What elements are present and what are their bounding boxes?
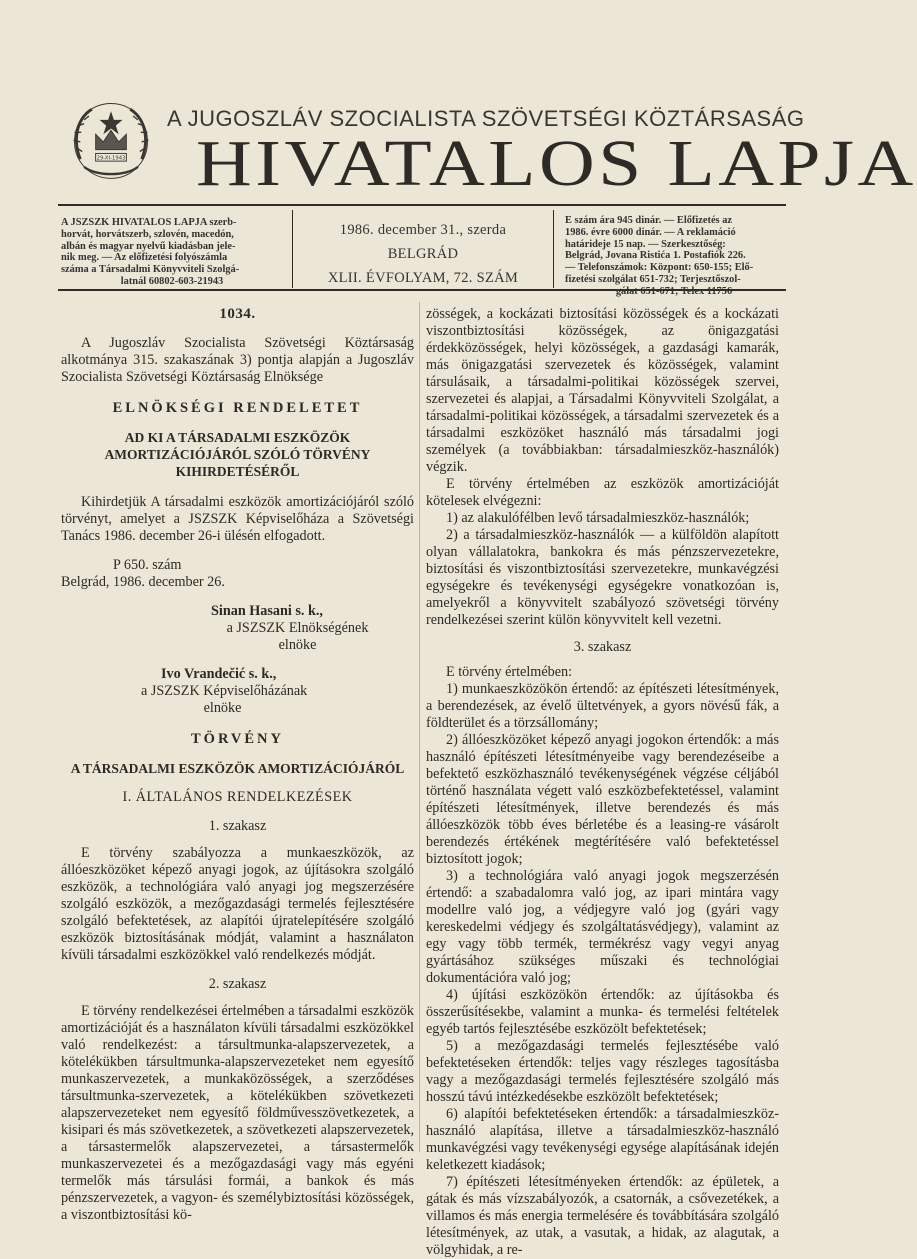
column-divider [419,302,420,1152]
header-divider-right [553,210,554,288]
issue-info [300,218,546,290]
law-title: A TÁRSADALMI ESZKÖZÖK AMORTIZÁCIÓJÁRÓL [70,761,405,776]
place-date: Belgrád, 1986. december 26. [61,574,225,590]
decree-heading: ELNÖKSÉGI RENDELETET [112,400,363,416]
masthead-rule [58,204,786,206]
definition-6: 6) alapítói befektetéseken értendők: a társadalmieszköz-használó alapítása, illetve a társadalmieszköz-használó munkavégzési vagy tevékenységi egysége alapításának idején keletkezett kiadások; [426,1106,779,1173]
left-column [61,306,414,1224]
definition-5: 5) a mezőgazdasági termelés fejlesztésébe való befektetéseken értendők: teljes vagy részleges tagosításba vagy a mezőgazdasági termelés fejlesztésére szolgáló más hosszú távú intézkedésekbe eszközölt befektetések; [426,1038,779,1105]
signatory-1-name: Sinan Hasani s. k., [211,603,323,619]
definition-3: 3) a technológiára való anyagi jogok megszerzésén értendő: a szabadalomra való jog, az ipari mintára vagy modellre való jog, a védjegyre való jog (gyári vagy kereskedelmi védjegy és szolgáltatásvédjegy), valamint az egy vagy több termék, termékrész vagy vegyi anyag gyártásához szükséges műszaki és technológiai dokumentációra való jog; [426,868,779,986]
signatory-2-title: elnöke [203,700,242,716]
section-1-heading: 1. szakasz [208,818,267,834]
section-1-text: E törvény szabályozza a munkaeszközök, az állóeszközöket képező anyagi jogok, az újításokra szolgáló eszközök, a technológiára való anyagi jog megszerzésére szolgáló eszközök, a mezőgazdasági termelés fejlesztésére szolgáló befektetések, az alapítói újratelepítésére szolgáló eszközök biztosításának módját, valamint a használaton kívüli társadalmi eszközökkel való rendelkezés módját. [61,845,414,963]
reference-number: P 650. szám [113,557,182,573]
signatory-1-role: a JSZSZK Elnökségének [226,620,369,636]
header-divider-left [292,210,293,288]
section-2-text: E törvény rendelkezései értelmében a társadalmi eszközök amortizációját és a használaton kívüli társadalmi eszközökkel való rendelkezést: a társultmunka-alapszervezetek, a kötelékükben társultmunka-alapszervezeteket nem egyesítő munkaszervezetek, a munkaközösségek, a szerződéses társultmunka-szervezetek, a kötelékükben szövetkezeti alapszervezeteket nem egyesítő földművesszövetkezetek, a kisipari és más szövetkezetek, a szövetkezeti alapszervezetek, a társastermelők alapszervezetei, a társastermelők munkaszervezetei és a mezőgazdasági vagy más egyéni termelők más társulási formái, a bankok és más pénzszervezetek, a vagyon- és személybiztosítási közösségek, a viszontbiztosítási kö- [61,1003,414,1223]
signatory-2-name: Ivo Vrandečić s. k., [161,666,277,682]
obligation-item-2: 2) a társadalmieszköz-használók — a külföldön alapított olyan vállalatokra, bankokra és más pénzszervezetekre, biztosítási és viszontbiztosítási szervezetekre, munkavégzési egységekre és tevékenységi egységekre vonatkozóan is, amelyekről a könyvvitelt szabályozó szövetségi törvény rendelkezései szerint külön könyvvitelt kell vezetni. [426,527,779,628]
decree-title: AD KI A TÁRSADALMI ESZKÖZÖK AMORTIZÁCIÓJÁRÓL SZÓLÓ TÖRVÉNY KIHIRDETÉSÉRŐL [104,430,371,479]
price-info: E szám ára 945 dinár. — Előfizetés az 1986. évre 6000 dinár. — A reklamáció határideje 15 nap. — Szerkesztőség: Belgrád, Jovana Ristića 1. Postafiók 226. — Telefonszámok: Központ: 650-155; Elő- fizetési szolgálat 651-732; Terjesztőszol- gálat 651-671; Telex 11756 [565,215,754,297]
obligation-item-1: 1) az alakulófélben levő társadalmieszköz-használók; [446,510,750,526]
definition-4: 4) újítási eszközökön értendők: az újításokba és összerűsítésekbe, valamint a munka- és termelési feltételek egyéb tartós fejlesztésébe eszközölt befektetések; [426,987,779,1037]
section-3-heading: 3. szakasz [573,639,632,655]
issue-city: BELGRÁD [387,246,459,262]
law-heading: TÖRVÉNY [191,731,284,747]
definition-2: 2) állóeszközöket képező anyagi jogokon értendők: a más használó építészeti létesítményeibe vagy berendezéseibe a befektető eszközhasználó tevékenységének végzése céljából történő használata végett való eszközbefektetéssel, valamint építészeti létesítmények, illetve berendezés és más állóeszközök több éves bérletébe és a leasing-re vásárolt berendezés értékének megtérítésére való befektetéssel biztosított jogok; [426,732,779,867]
right-column [426,306,779,1259]
signatory-2-role: a JSZSZK Képviselőházának [141,683,308,699]
signatory-1-title: elnöke [278,637,317,653]
section-3-intro: E törvény értelmében: [446,664,573,680]
coat-of-arms-emblem [62,92,160,188]
page-title: HIVATALOS LAPJA [196,127,917,200]
emblem-date: 29-XI-1943 [96,155,126,162]
publication-info: A JSZSZK HIVATALOS LAPJA szerb- horvát, horvátszerb, szlovén, macedón, albán és magyar nyelvű kiadásban jele- nik meg. — Az előfizetési folyószámla száma a Társadalmi Könyvviteli Szolgá- latnál 60802-603-21943 [61,217,240,287]
section-2-heading: 2. szakasz [208,976,267,992]
promulgation-paragraph: Kihirdetjük A társadalmi eszközök amortizációjáról szóló törvényt, amelyet a JSZSZK Képviselőháza a Szövetségi Tanács 1986. december 26-i ülésén elfogadott. [61,494,414,544]
intro-paragraph: A Jugoszláv Szocialista Szövetségi Köztársaság alkotmánya 315. szakaszának 3) pontja alapján a Jugoszláv Szocialista Szövetségi Köztársaság Elnöksége [61,335,414,385]
chapter-heading: I. ÁLTALÁNOS RENDELKEZÉSEK [122,789,353,805]
continued-paragraph: zösségek, a kockázati biztosítási közösségek és a kockázati viszontbiztosítási közösségek, az önigazgatási érdekközösségek, helyi közösségek, a gazdasági kamarák, más önigazgatási szervezetek és közösségek, valamint társulásaik, a társadalmi-politikai közösségek szervei, szervezetei és alapjai, a Társadalmi Könyvviteli Szolgálat, a társadalmi-politikai közösségek, a társadalmi szervezetek és a társadalmi eszközöket használó más társadalmi jogi személyek (a továbbiakban: társadalmieszköz-használók) végzik. [426,306,779,475]
document-number: 1034. [219,306,256,322]
country-name: A JUGOSZLÁV SZOCIALISTA SZÖVETSÉGI KÖZTÁRSASÁG [167,106,805,131]
definition-7: 7) építészeti létesítményeken értendők: az épületek, a gátak és más vízszabályozók, a csatornák, a csővezetékek, a villamos és más energia termelésére és továbbítására szolgáló létesítmények, az utak, a vasutak, a hidak, az alagutak, a völgyhidak, a re- [426,1174,779,1258]
definition-1: 1) munkaeszközökön értendő: az építészeti létesítmények, a berendezések, az évelő ültetvények, a gyors növésű fák, a földterület és a törzsállomány; [426,681,779,731]
issue-date: 1986. december 31., szerda [339,222,507,238]
issue-volume: XLII. ÉVFOLYAM, 72. SZÁM [327,270,519,286]
obligation-paragraph: E törvény értelmében az eszközök amortizációját kötelesek elvégezni: [426,476,779,509]
